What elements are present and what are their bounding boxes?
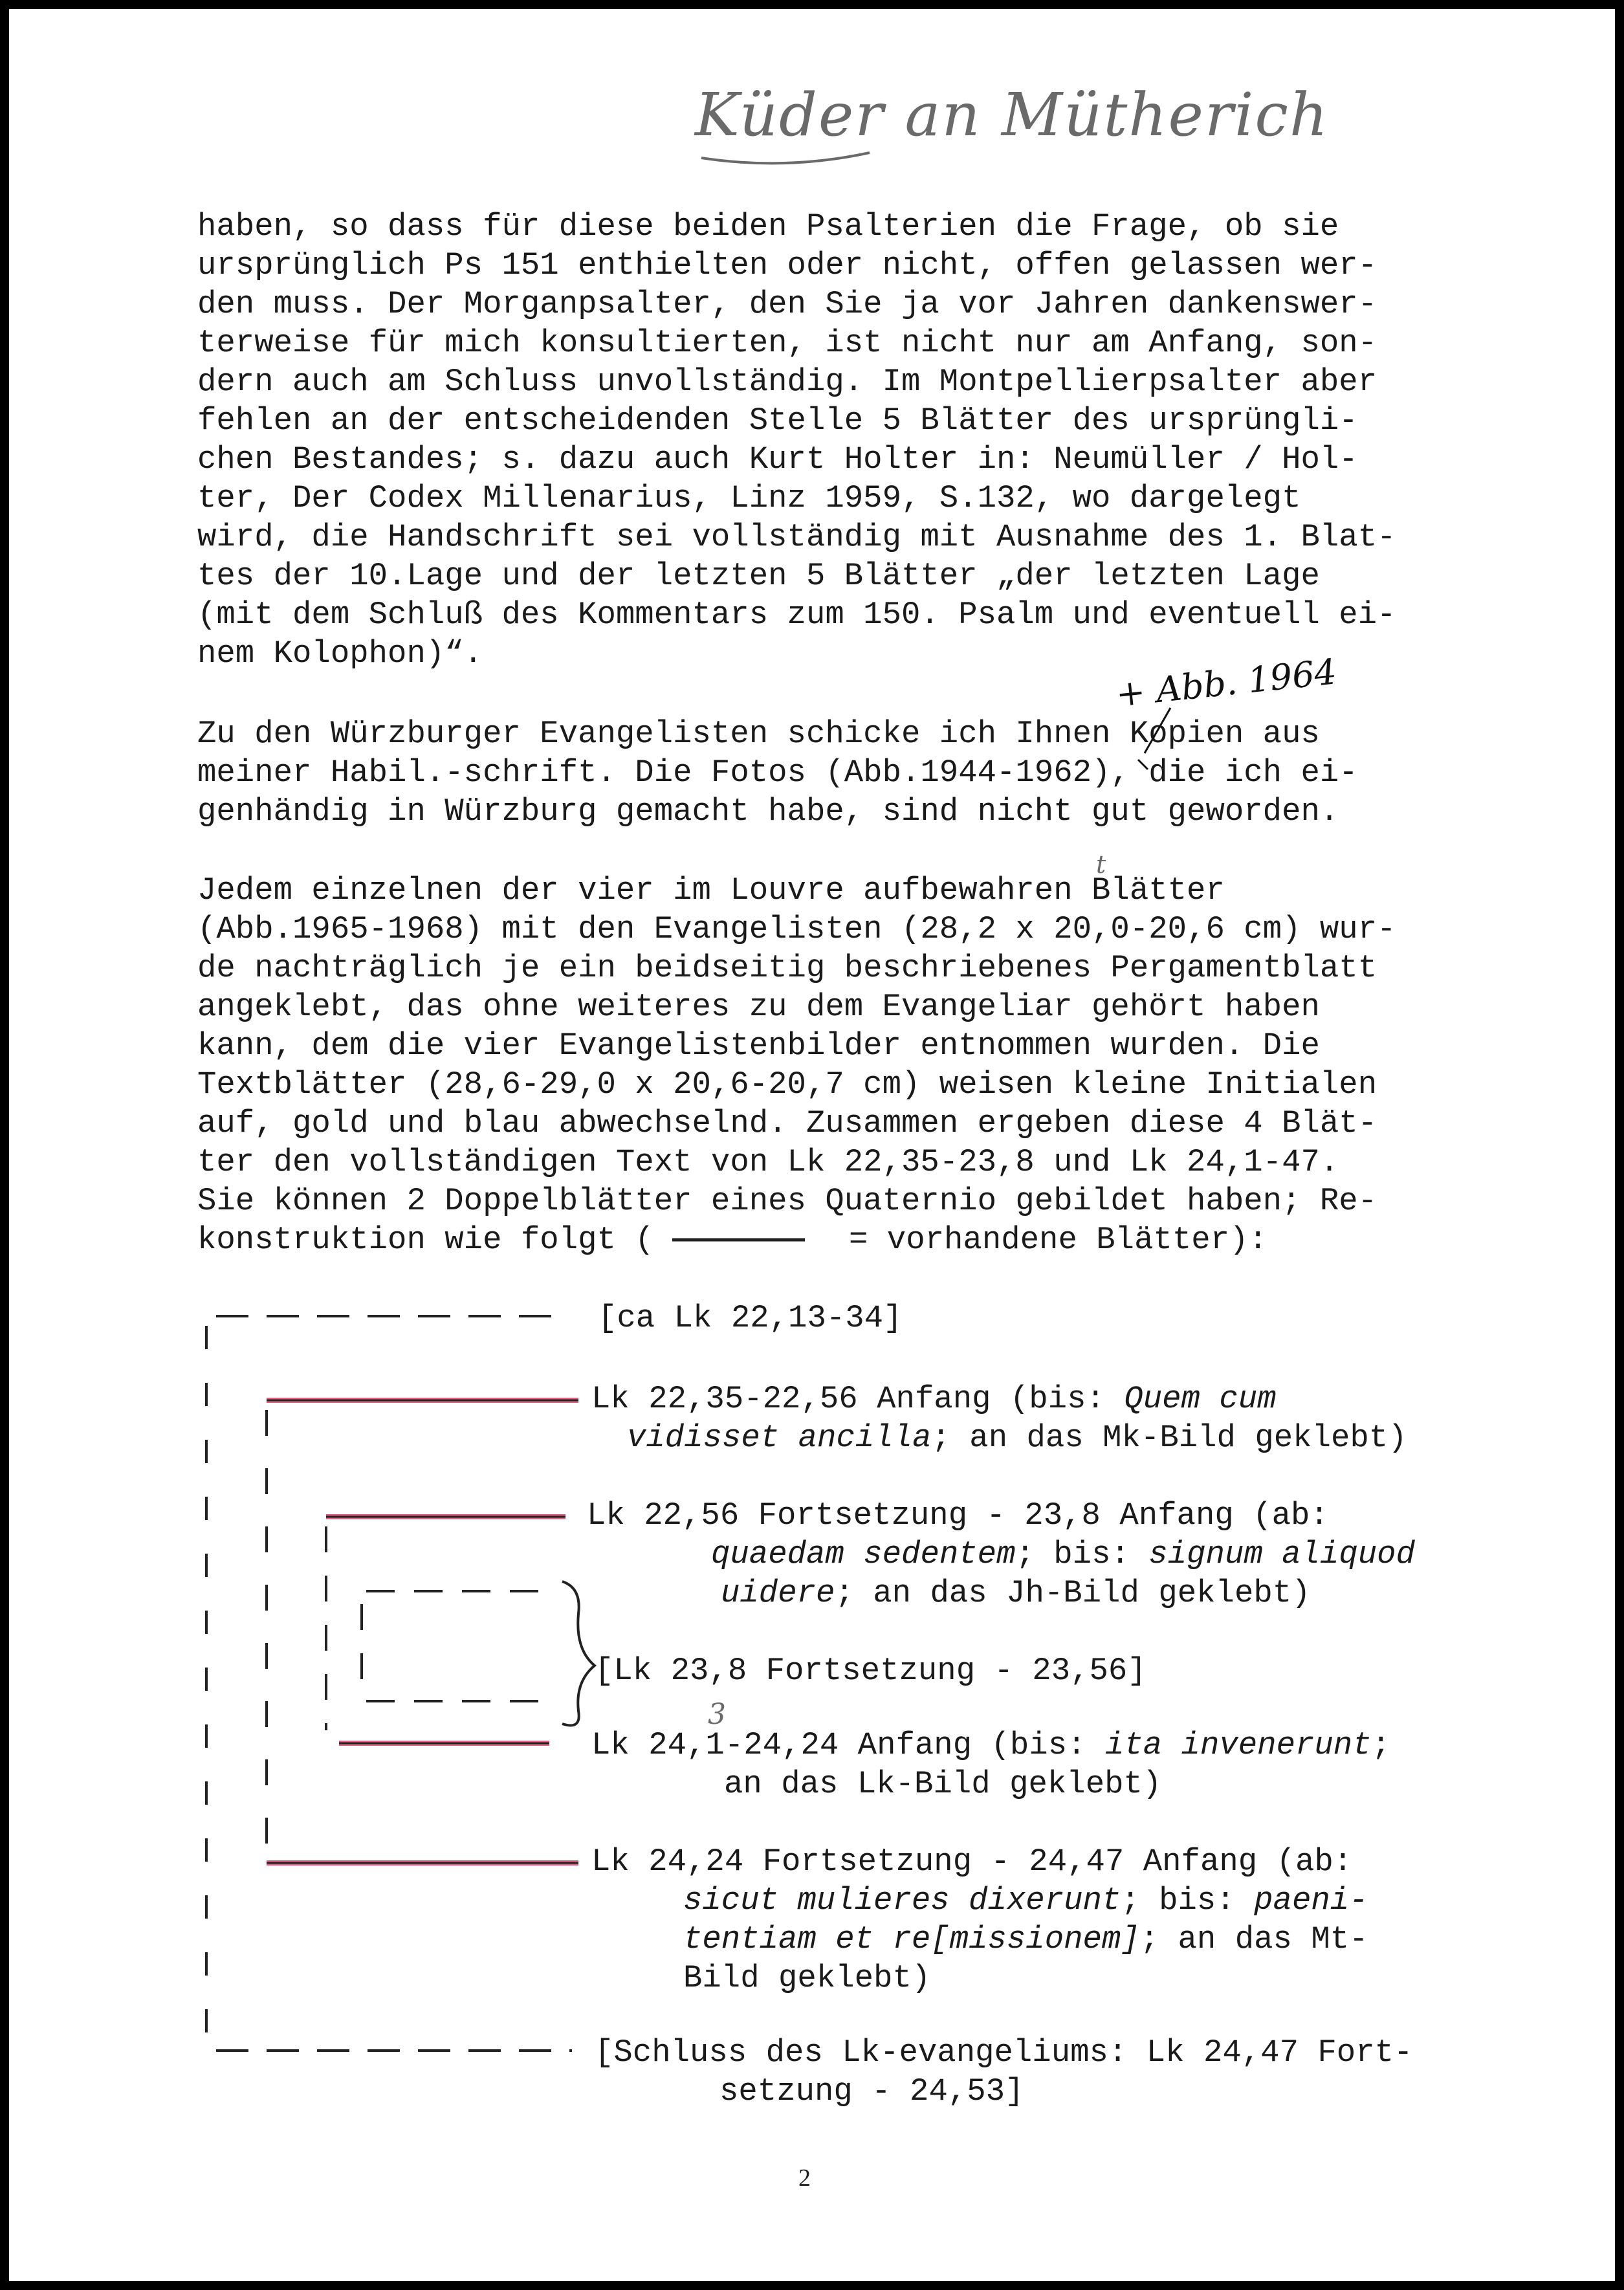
diagram-item-6-cont: sicut mulieres dixerunt; bis: paeni- bbox=[683, 1882, 1368, 1919]
diagram-item-5: Lk 24,1-24,24 Anfang (bis: ita invenerunt; bbox=[591, 1727, 1391, 1763]
diagram-item-4: [Lk 23,8 Fortsetzung - 23,56] bbox=[595, 1653, 1147, 1689]
text-line: = vorhandene Blätter): bbox=[849, 1222, 1267, 1258]
text-line: wird, die Handschrift sei vollständig mit Ausnahme des 1. Blat- bbox=[197, 519, 1396, 555]
diagram-item-2: Lk 22,35-22,56 Anfang (bis: Quem cum bbox=[591, 1381, 1277, 1417]
text-line: angeklebt, das ohne weiteres zu dem Evangeliar gehört haben bbox=[197, 989, 1320, 1025]
diagram-item-7: [Schluss des Lk-evangeliums: Lk 24,47 Fort- bbox=[595, 2034, 1413, 2071]
handwritten-insert-t: t bbox=[1096, 850, 1106, 879]
diagram-item-7-cont: setzung - 24,53] bbox=[719, 2073, 1024, 2109]
text-line: terweise für mich konsultierten, ist nicht nur am Anfang, son- bbox=[197, 325, 1377, 361]
diagram-item-5-cont: an das Lk-Bild geklebt) bbox=[724, 1766, 1162, 1802]
text-line: den muss. Der Morganpsalter, den Sie ja vor Jahren dankenswer- bbox=[197, 286, 1377, 322]
diagram-item-1: [ca Lk 22,13-34] bbox=[598, 1300, 903, 1336]
text-line: Zu den Würzburger Evangelisten schicke ich Ihnen Kopien aus bbox=[197, 716, 1320, 752]
text-line: kann, dem die vier Evangelistenbilder entnommen wurden. Die bbox=[197, 1028, 1320, 1064]
text-line: tes der 10.Lage und der letzten 5 Blätter „der letzten Lage bbox=[197, 558, 1320, 594]
text-line: haben, so dass für diese beiden Psalterien die Frage, ob sie bbox=[197, 208, 1339, 245]
text-line: Textblätter (28,6-29,0 x 20,6-20,7 cm) weisen kleine Initialen bbox=[197, 1066, 1377, 1103]
text-line: nem Kolophon)“. bbox=[197, 635, 483, 672]
text-line: genhändig in Würzburg gemacht habe, sind nicht gut geworden. bbox=[197, 793, 1339, 830]
text-line: konstruktion wie folgt ( bbox=[197, 1222, 654, 1258]
text-line: Sie können 2 Doppelblätter eines Quaternio gebildet haben; Re- bbox=[197, 1183, 1377, 1219]
text-line: Jedem einzelnen der vier im Louvre aufbewahren Blätter bbox=[197, 872, 1225, 908]
handwritten-header: Küder an Mütherich bbox=[695, 80, 1330, 149]
diagram-item-6-cont3: Bild geklebt) bbox=[683, 1960, 931, 1996]
page-number: 2 bbox=[798, 2164, 811, 2192]
handwritten-correction-3: 3 bbox=[708, 1698, 726, 1731]
document-page bbox=[9, 9, 1615, 2281]
diagram-item-3-cont: quaedam sedentem; bis: signum aliquod bbox=[711, 1536, 1415, 1572]
text-line: meiner Habil.-schrift. Die Fotos (Abb.1944-1962), die ich ei- bbox=[197, 754, 1358, 791]
diagram-item-2-cont: vidisset ancilla; an das Mk-Bild geklebt) bbox=[627, 1420, 1407, 1456]
text-line: ter den vollständigen Text von Lk 22,35-23,8 und Lk 24,1-47. bbox=[197, 1144, 1339, 1180]
diagram-item-6-cont2: tentiam et re[missionem]; an das Mt- bbox=[683, 1921, 1368, 1957]
text-line: fehlen an der entscheidenden Stelle 5 Blätter des ursprüngli- bbox=[197, 402, 1358, 439]
text-line: de nachträglich je ein beidseitig beschriebenes Pergamentblatt bbox=[197, 950, 1377, 986]
text-line: ursprünglich Ps 151 enthielten oder nicht, offen gelassen wer- bbox=[197, 247, 1377, 283]
diagram-item-3-cont2: uidere; an das Jh-Bild geklebt) bbox=[721, 1575, 1311, 1611]
text-line: dern auch am Schluss unvollständig. Im Montpellierpsalter aber bbox=[197, 364, 1377, 400]
text-line: chen Bestandes; s. dazu auch Kurt Holter in: Neumüller / Hol- bbox=[197, 441, 1358, 478]
diagram-item-3: Lk 22,56 Fortsetzung - 23,8 Anfang (ab: bbox=[587, 1497, 1329, 1534]
text-line: auf, gold und blau abwechselnd. Zusammen ergeben diese 4 Blät- bbox=[197, 1105, 1377, 1141]
text-line: ter, Der Codex Millenarius, Linz 1959, S.132, wo dargelegt bbox=[197, 480, 1301, 516]
diagram-item-6: Lk 24,24 Fortsetzung - 24,47 Anfang (ab: bbox=[591, 1844, 1353, 1880]
text-line: (Abb.1965-1968) mit den Evangelisten (28,2 x 20,0-20,6 cm) wur- bbox=[197, 911, 1396, 947]
text-line: (mit dem Schluß des Kommentars zum 150. Psalm und eventuell ei- bbox=[197, 597, 1396, 633]
handwritten-insert-abb: + Abb. 1964 bbox=[1114, 651, 1339, 715]
